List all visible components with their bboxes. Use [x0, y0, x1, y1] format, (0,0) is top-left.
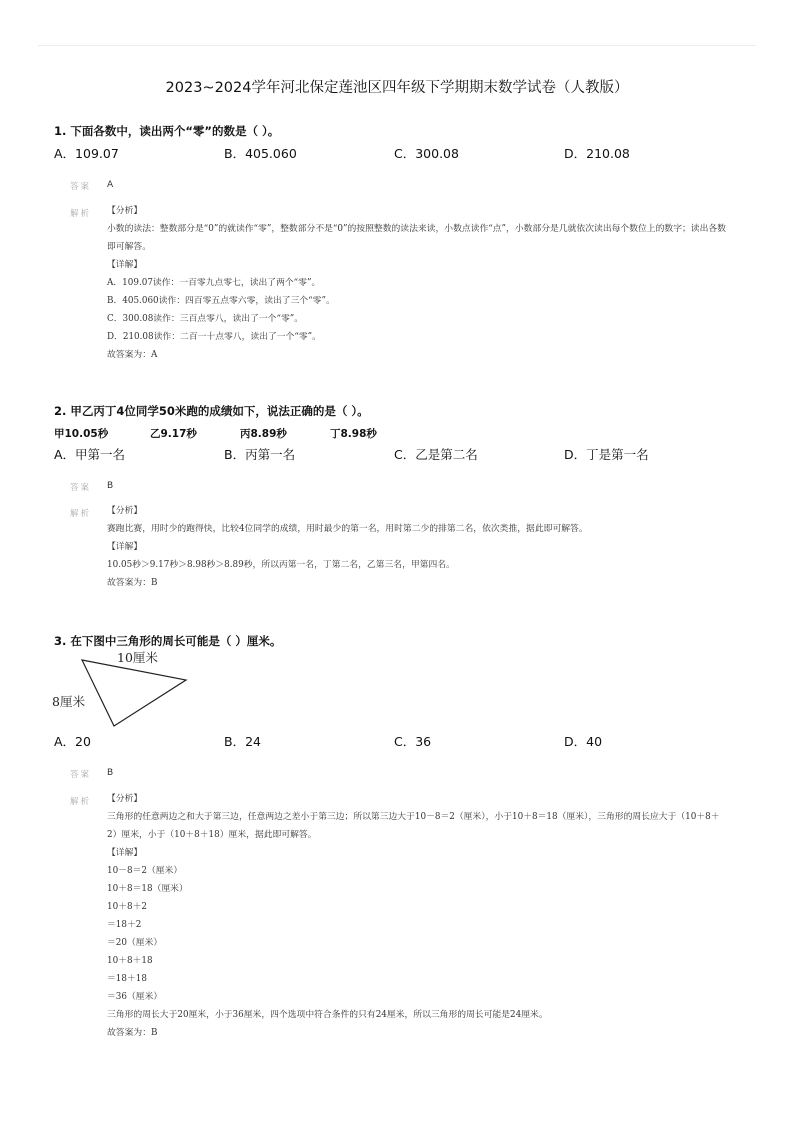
analysis-line: 故答案为：B [107, 578, 158, 588]
question-2-answer-label: 答案 [70, 483, 92, 493]
score-ding: 丁8.98秒 [330, 428, 377, 440]
analysis-line: 10－8＝2（厘米） [107, 866, 183, 876]
question-2-analysis-label: 解析 [70, 509, 92, 519]
triangle-shape [82, 660, 186, 726]
question-1-answer: A [107, 180, 114, 190]
question-3-options [54, 732, 754, 750]
question-1-option-c: C．300.08 [394, 146, 459, 161]
analysis-line: 小数的读法：整数部分是“0”的就读作“零”，整数部分不是“0”的按照整数的读法来读，小数点读作“点”，小数部分是几就依次读出每个数位上的数字；读出各数即可解答。 [107, 224, 726, 252]
question-3-analysis [107, 790, 727, 1042]
question-3-option-a: A．20 [54, 734, 91, 749]
question-2-option-c: C．乙是第二名 [394, 447, 478, 462]
triangle-top-label: 10厘米 [117, 650, 158, 665]
analysis-line: 三角形的任意两边之和大于第三边，任意两边之差小于第三边；所以第三边大于10－8＝2（厘米），小于10＋8＝18（厘米），三角形的周长应大于（10＋8＋2）厘米，小于（10＋8＋18）厘米，据此即可解答。 [107, 812, 720, 840]
analysis-line: D．210.08读作：二百一十点零八，读出了一个“零”。 [107, 332, 321, 342]
question-1-analysis [107, 202, 727, 364]
score-jia: 甲10.05秒 [54, 428, 109, 440]
analysis-line: ＝18＋2 [107, 920, 142, 930]
analysis-line: ＝20（厘米） [107, 938, 163, 948]
question-3-analysis-label: 解析 [70, 797, 92, 807]
analysis-line: 10＋8＋2 [107, 902, 147, 912]
triangle-figure [50, 646, 200, 728]
score-yi: 乙9.17秒 [150, 428, 197, 440]
analysis-line: 赛跑比赛，用时少的跑得快，比较4位同学的成绩，用时最少的第一名，用时第二少的排第二名，依次类推，据此即可解答。 [107, 524, 588, 534]
question-2-options [54, 445, 754, 463]
analysis-line: 【分析】 [107, 206, 143, 216]
question-3-answer-label: 答案 [70, 770, 92, 780]
analysis-line: 三角形的周长大于20厘米，小于36厘米，四个选项中符合条件的只有24厘米，所以三角形的周长可能是24厘米。 [107, 1010, 548, 1020]
question-2-stem: 2. 甲乙丙丁4位同学50米跑的成绩如下，说法正确的是（ ）。 [54, 404, 369, 418]
analysis-line: A．109.07读作：一百零九点零七，读出了两个“零”。 [107, 278, 321, 288]
analysis-line: B．405.060读作：四百零五点零六零，读出了三个“零”。 [107, 296, 335, 306]
triangle-left-label: 8厘米 [52, 694, 85, 709]
question-1-options [54, 144, 754, 162]
analysis-line: 故答案为：A [107, 350, 158, 360]
question-2-option-d: D．丁是第一名 [564, 447, 649, 462]
analysis-line: 【详解】 [107, 848, 143, 858]
analysis-line: C．300.08读作：三百点零八，读出了一个“零”。 [107, 314, 304, 324]
analysis-line: 10＋8＝18（厘米） [107, 884, 188, 894]
question-1-option-b: B．405.060 [224, 146, 297, 161]
question-2-analysis [107, 502, 727, 592]
question-2-answer: B [107, 481, 114, 491]
question-1-stem: 1. 下面各数中，读出两个“零”的数是（ ）。 [54, 124, 280, 138]
question-2-option-b: B．丙第一名 [224, 447, 296, 462]
analysis-line: 【详解】 [107, 542, 143, 552]
question-3-answer: B [107, 768, 114, 778]
analysis-line: 10＋8＋18 [107, 956, 153, 966]
analysis-line: 故答案为：B [107, 1028, 158, 1038]
analysis-line: ＝36（厘米） [107, 992, 163, 1002]
analysis-line: ＝18＋18 [107, 974, 147, 984]
analysis-line: 10.05秒＞9.17秒＞8.98秒＞8.89秒，所以丙第一名，丁第二名，乙第三名，甲第四名。 [107, 560, 455, 570]
question-3-option-b: B．24 [224, 734, 261, 749]
question-1-answer-label: 答案 [70, 182, 92, 192]
question-1-option-d: D．210.08 [564, 146, 630, 161]
page-title: 2023~2024学年河北保定莲池区四年级下学期期末数学试卷（人教版） [165, 80, 629, 96]
question-3-option-c: C．36 [394, 734, 432, 749]
question-3-stem: 3. 在下图中三角形的周长可能是（ ）厘米。 [54, 634, 282, 648]
question-3-option-d: D．40 [564, 734, 603, 749]
header-divider [38, 45, 756, 46]
question-2-option-a: A．甲第一名 [54, 447, 126, 462]
analysis-line: 【详解】 [107, 260, 143, 270]
question-1-analysis-label: 解析 [70, 209, 92, 219]
question-1-option-a: A．109.07 [54, 146, 119, 161]
analysis-line: 【分析】 [107, 506, 143, 516]
score-bing: 丙8.89秒 [240, 428, 287, 440]
analysis-line: 【分析】 [107, 794, 143, 804]
